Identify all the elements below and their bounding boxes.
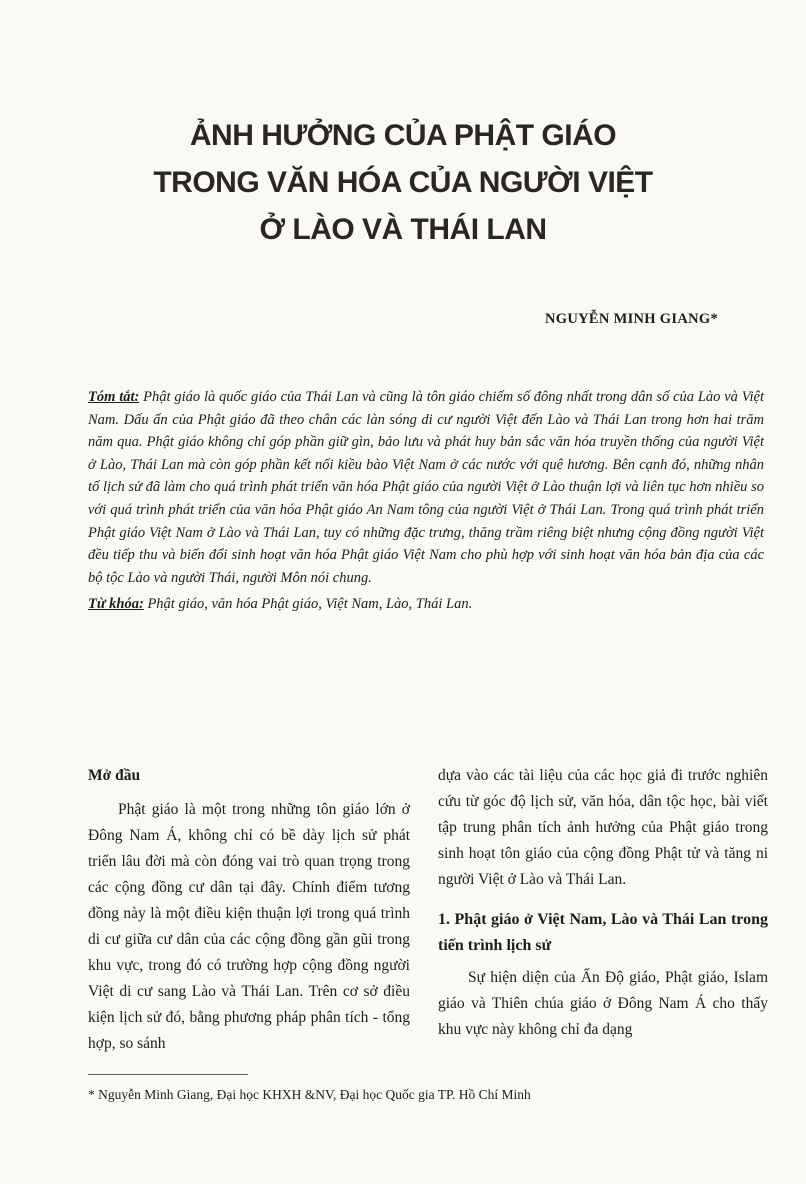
abstract-block — [88, 386, 764, 616]
section-1-paragraph: Sự hiện diện của Ấn Độ giáo, Phật giáo, Islam giáo và Thiên chúa giáo ở Đông Nam Á cho thấy khu vực này không chỉ đa dạng — [438, 969, 768, 1038]
author-footnote: * Nguyễn Minh Giang, Đại học KHXH &NV, Đại học Quốc gia TP. Hồ Chí Minh — [88, 1087, 531, 1102]
footnote-divider — [88, 1074, 248, 1075]
abstract-label: Tóm tắt: — [88, 389, 140, 405]
keywords-text: Phật giáo, văn hóa Phật giáo, Việt Nam, Lào, Thái Lan. — [147, 596, 473, 613]
intro-paragraph: Phật giáo là một trong những tôn giáo lớn ở Đông Nam Á, không chỉ có bề dày lịch sử phát triển lâu đời mà còn đóng vai trò quan trọng trong các cộng đồng cư dân tại đây. Chính điểm tương đồng này là một điều kiện thuận lợi trong quá trình di cư giữa cư dân của các cộng đồng gần gũi trong khu vực, trong đó có trường hợp cộng đồng người Việt di cư sang Lào và Thái Lan. Trên cơ sở điều kiện lịch sử đó, bằng phương pháp phân tích - tổng hợp, so sánh — [88, 801, 410, 1052]
intro-heading: Mở đầu — [88, 767, 141, 784]
right-column — [438, 763, 768, 1043]
left-column — [88, 763, 410, 1057]
keywords-label: Từ khóa: — [88, 596, 144, 613]
intro-paragraph-continued: dựa vào các tài liệu của các học giả đi trước nghiên cứu từ góc độ lịch sử, văn hóa, dân tộc học, bài viết tập trung phân tích ảnh hưởng của Phật giáo trong sinh hoạt tôn giáo của cộng đồng Phật tử và tăng ni người Việt ở Lào và Thái Lan. — [438, 767, 768, 888]
title-line-3: Ở LÀO VÀ THÁI LAN — [259, 213, 547, 246]
title-line-2: TRONG VĂN HÓA CỦA NGƯỜI VIỆT — [153, 166, 653, 199]
keywords-paragraph — [88, 593, 764, 616]
title-line-1: ẢNH HƯỞNG CỦA PHẬT GIÁO — [189, 119, 617, 152]
author-name: NGUYỄN MINH GIANG* — [545, 311, 718, 327]
abstract-text: Phật giáo là quốc giáo của Thái Lan và cũng là tôn giáo chiếm số đông nhất trong dân số của Lào và Việt Nam. Dấu ấn của Phật giáo đã theo chân các làn sóng di cư người Việt đến Lào và Thái Lan trong hơn hai trăm năm qua. Phật giáo không chỉ góp phần giữ gìn, bảo lưu và phát huy bản sắc văn hóa truyền thống của người Việt ở Lào, Thái Lan mà còn góp phần kết nối kiều bào Việt Nam ở các nước với quê hương. Bên cạnh đó, những nhân tố lịch sử đã làm cho quá trình phát triển văn hóa Phật giáo của người Việt ở Lào thuận lợi và liên tục hơn nhiều so với quá trình phát triển của văn hóa Phật giáo An Nam tông của người Việt ở Thái Lan. Trong quá trình phát triển Phật giáo Việt Nam ở Lào và Thái Lan, tuy có những đặc trưng, thăng trầm riêng biệt nhưng cộng đồng người Việt đều tiếp thu và biến đổi sinh hoạt văn hóa Phật giáo Việt Nam cho phù hợp với sinh hoạt văn hóa bản địa của các bộ tộc Lào và người Thái, người Môn nói chung. — [88, 389, 764, 586]
section-1-heading: 1. Phật giáo ở Việt Nam, Lào và Thái Lan trong tiến trình lịch sử — [438, 911, 768, 954]
abstract-paragraph — [88, 386, 764, 589]
article-title — [0, 112, 806, 253]
